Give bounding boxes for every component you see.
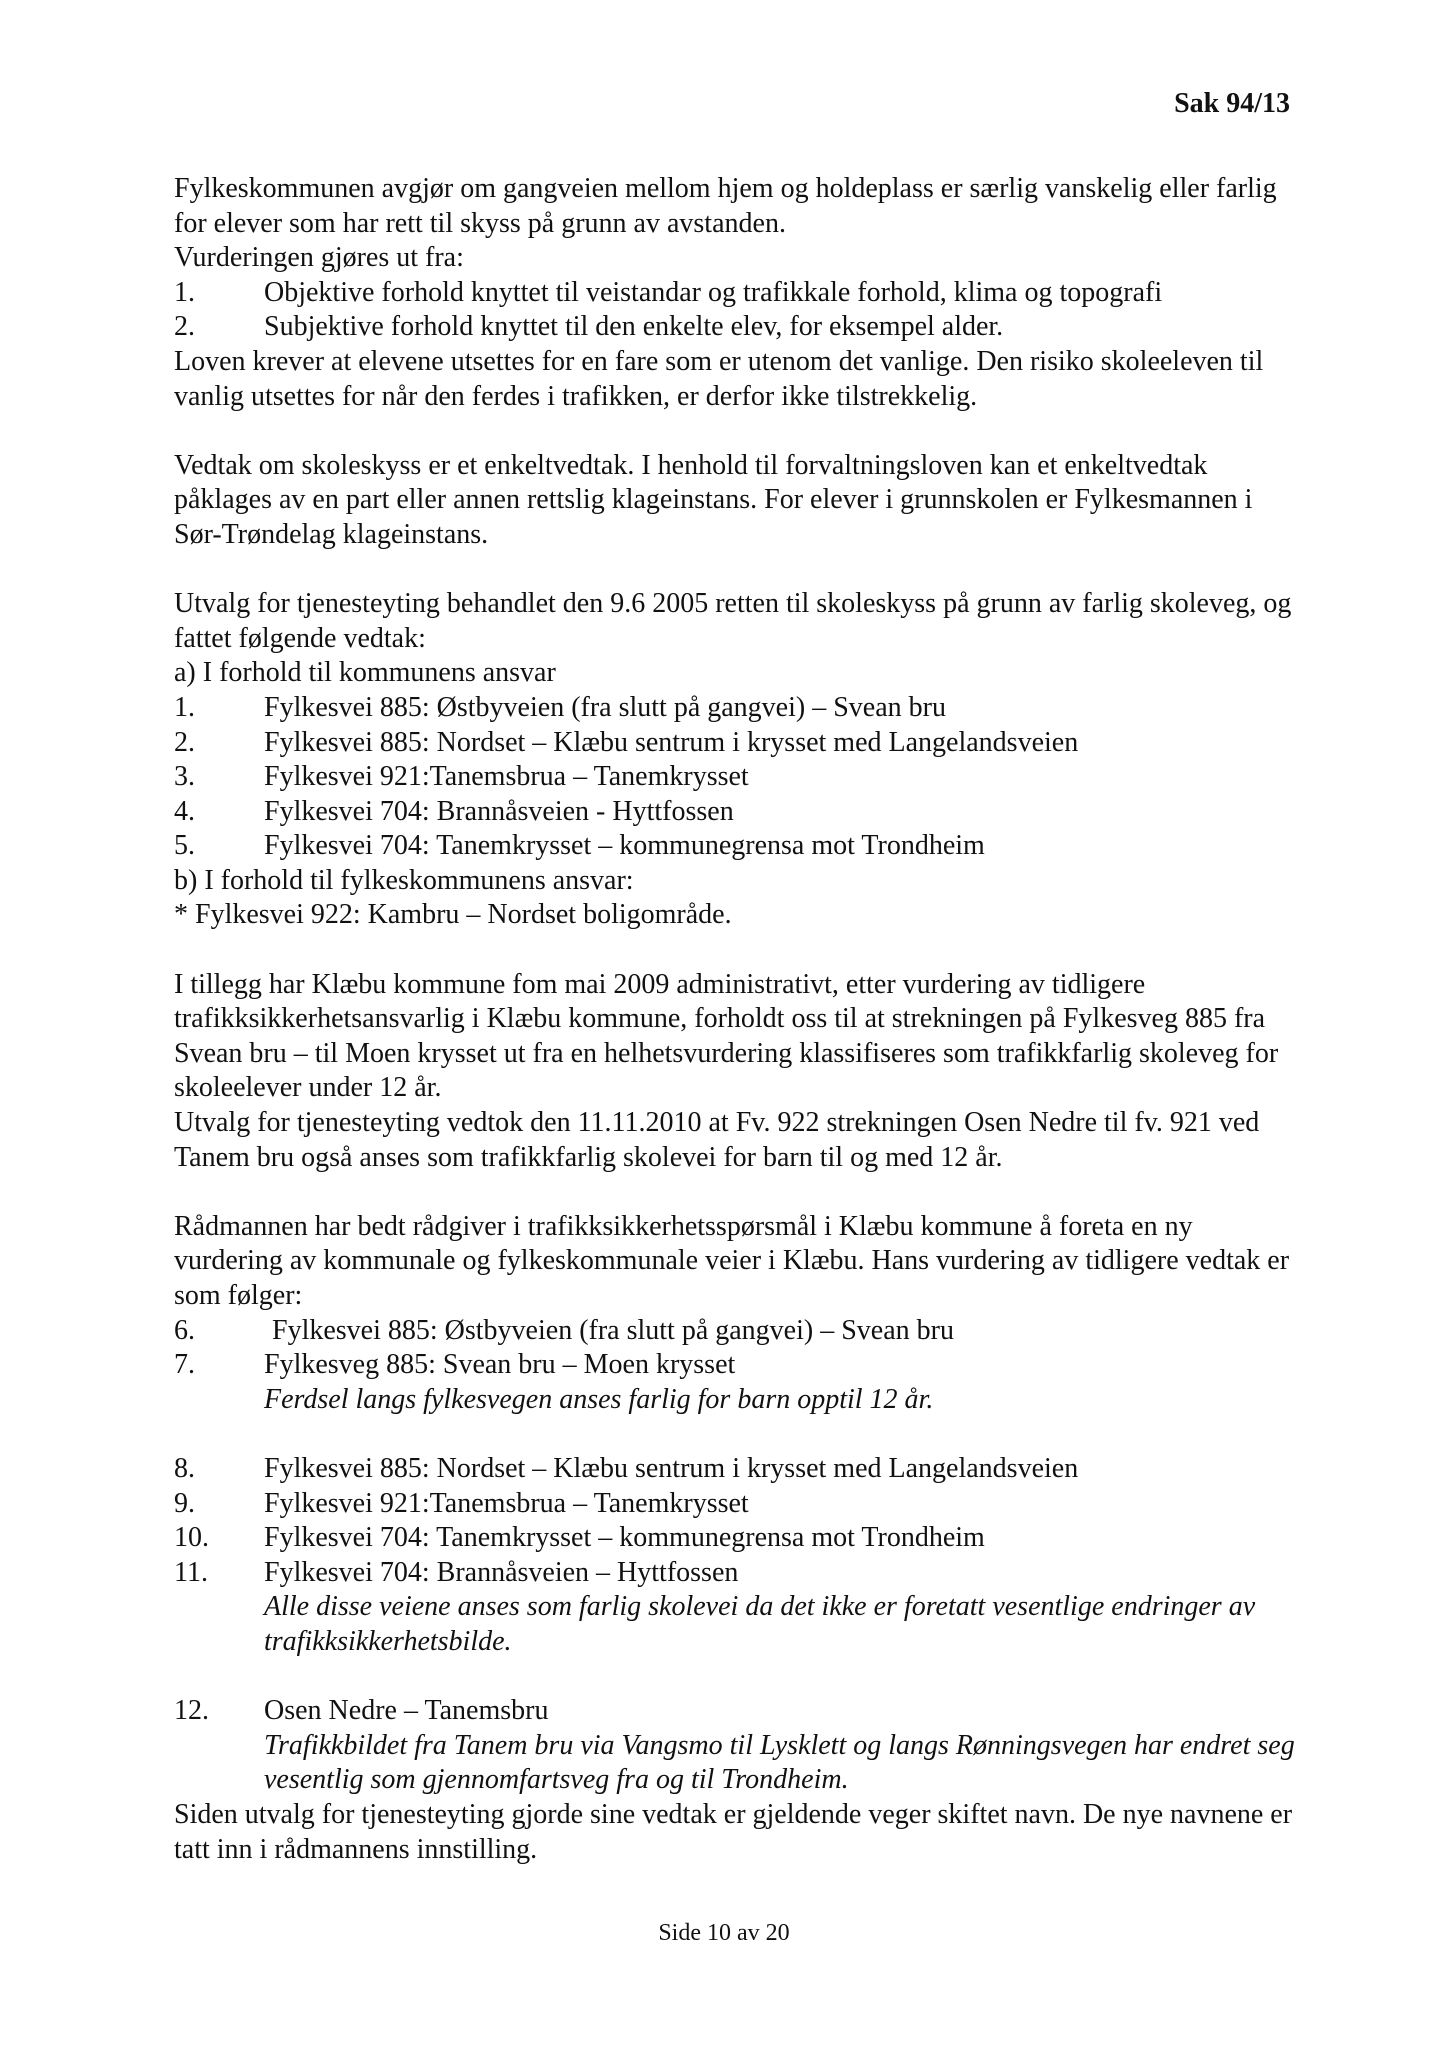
list-text: Fylkesveg 885: Svean bru – Moen krysset [264, 1349, 736, 1381]
italic-note: Alle disse veiene anses som farlig skolevei da det ikke er foretatt vesentlige endringer av trafikksikkerhetsbilde. [264, 1591, 1256, 1657]
paragraph-names: Siden utvalg for tjenesteyting gjorde sine vedtak er gjeldende veger skiftet navn. De nye navnene er tatt inn i rådmannens innstilling. [174, 1798, 1293, 1865]
list-number: 1. [174, 276, 195, 308]
list-text: Fylkesvei 885: Nordset – Klæbu sentrum i krysset med Langelandsveien [264, 1452, 1079, 1484]
list-number: 6. [174, 1314, 195, 1346]
list-item [174, 691, 1304, 726]
list-item [174, 795, 1304, 830]
list-item [174, 726, 1304, 761]
list-number: 11. [174, 1556, 208, 1588]
list-number: 9. [174, 1487, 195, 1519]
list-text: Fylkesvei 921:Tanemsbrua – Tanemkrysset [264, 761, 749, 793]
list-number: 8. [174, 1452, 195, 1484]
list-text: Fylkesvei 704: Brannåsveien - Hyttfossen [264, 795, 734, 827]
case-number: Sak 94/13 [1174, 88, 1290, 119]
italic-note: Ferdsel langs fylkesvegen anses farlig for barn opptil 12 år. [264, 1383, 934, 1415]
list-text: Osen Nedre – Tanemsbru [264, 1695, 549, 1727]
list-number: 5. [174, 830, 195, 862]
list-text: Fylkesvei 704: Tanemkrysset – kommunegrensa mot Trondheim [264, 1522, 985, 1554]
list-item [174, 276, 1304, 311]
list-item [174, 829, 1304, 864]
list-number: 12. [174, 1695, 209, 1727]
list-item [174, 310, 1304, 345]
document-body [174, 172, 1304, 1867]
paragraph-review: Rådmannen har bedt rådgiver i trafikksikkerhetsspørsmål i Klæbu kommune å foreta en ny vurdering av kommunale og fylkeskommunale veier i Klæbu. Hans vurdering av tidligere vedtak er som følger: [174, 1210, 1290, 1311]
subheading-a: a) I forhold til kommunens ansvar [174, 657, 556, 689]
list-number: 3. [174, 761, 195, 793]
list-text: Fylkesvei 921:Tanemsbrua – Tanemkrysset [264, 1487, 749, 1519]
list-text: Objektive forhold knyttet til veistandar og trafikkale forhold, klima og topografi [264, 276, 1163, 308]
list-item [174, 1348, 1304, 1383]
paragraph-intro: Fylkeskommunen avgjør om gangveien mellom hjem og holdeplass er særlig vanskelig eller farlig for elever som har rett til skyss på grunn av avstanden. [174, 173, 1277, 239]
list-number: 4. [174, 795, 195, 827]
page-number: Side 10 av 20 [658, 1920, 790, 1946]
list-item [174, 1694, 1304, 1729]
list-item [174, 1452, 1304, 1487]
list-item [174, 1556, 1304, 1591]
list-number: 2. [174, 726, 195, 758]
list-text: Fylkesvei 704: Tanemkrysset – kommunegrensa mot Trondheim [264, 830, 985, 862]
subheading-b: b) I forhold til fylkeskommunens ansvar: [174, 864, 634, 896]
list-text: Fylkesvei 885: Østbyveien (fra slutt på gangvei) – Svean bru [264, 691, 946, 723]
star-item: * Fylkesvei 922: Kambru – Nordset boligområde. [174, 899, 732, 931]
paragraph-addition: I tillegg har Klæbu kommune fom mai 2009 administrativt, etter vurdering av tidligere trafikksikkerhetsansvarlig i Klæbu kommune, forholdt oss til at strekningen på Fylkesveg 885 fra Svean bru – til Moen krysset ut fra en helhetsvurdering klassifiseres som trafikkfarlig skoleveg for skoleelever under 12 år. [174, 968, 1279, 1104]
list-text: Fylkesvei 885: Østbyveien (fra slutt på gangvei) – Svean bru [272, 1314, 954, 1346]
list-item [174, 1314, 1304, 1349]
list-text: Subjektive forhold knyttet til den enkelte elev, for eksempel alder. [264, 311, 1004, 343]
paragraph-decision: Vedtak om skoleskyss er et enkeltvedtak. I henhold til forvaltningsloven kan et enkeltvedtak påklages av en part eller annen rettslig klageinstans. For elever i grunnskolen er Fylkesmannen i Sør-Trøndelag klageinstans. [174, 449, 1253, 550]
list-item [174, 1521, 1304, 1556]
list-item [174, 760, 1304, 795]
list-text: Fylkesvei 885: Nordset – Klæbu sentrum i krysset med Langelandsveien [264, 726, 1079, 758]
paragraph-committee-2010: Utvalg for tjenesteyting vedtok den 11.11.2010 at Fv. 922 strekningen Osen Nedre til fv. 921 ved Tanem bru også anses som trafikkfarlig skolevei for barn til og med 12 år. [174, 1107, 1260, 1173]
paragraph-committee: Utvalg for tjenesteyting behandlet den 9.6 2005 retten til skoleskyss på grunn av farlig skoleveg, og fattet følgende vedtak: [174, 588, 1292, 654]
list-number: 7. [174, 1349, 195, 1381]
italic-note: Trafikkbildet fra Tanem bru via Vangsmo til Lysklett og langs Rønningsvegen har endret seg vesentlig som gjennomfartsveg fra og til Trondheim. [264, 1729, 1295, 1796]
list-number: 1. [174, 691, 195, 723]
list-text: Fylkesvei 704: Brannåsveien – Hyttfossen [264, 1556, 739, 1588]
list-number: 10. [174, 1522, 209, 1554]
paragraph-risk: Loven krever at elevene utsettes for en fare som er utenom det vanlige. Den risiko skoleeleven til vanlig utsettes for når den ferdes i trafikken, er derfor ikke tilstrekkelig. [174, 345, 1264, 412]
list-number: 2. [174, 311, 195, 343]
assessment-intro: Vurderingen gjøres ut fra: [174, 242, 464, 274]
list-item [174, 1487, 1304, 1522]
